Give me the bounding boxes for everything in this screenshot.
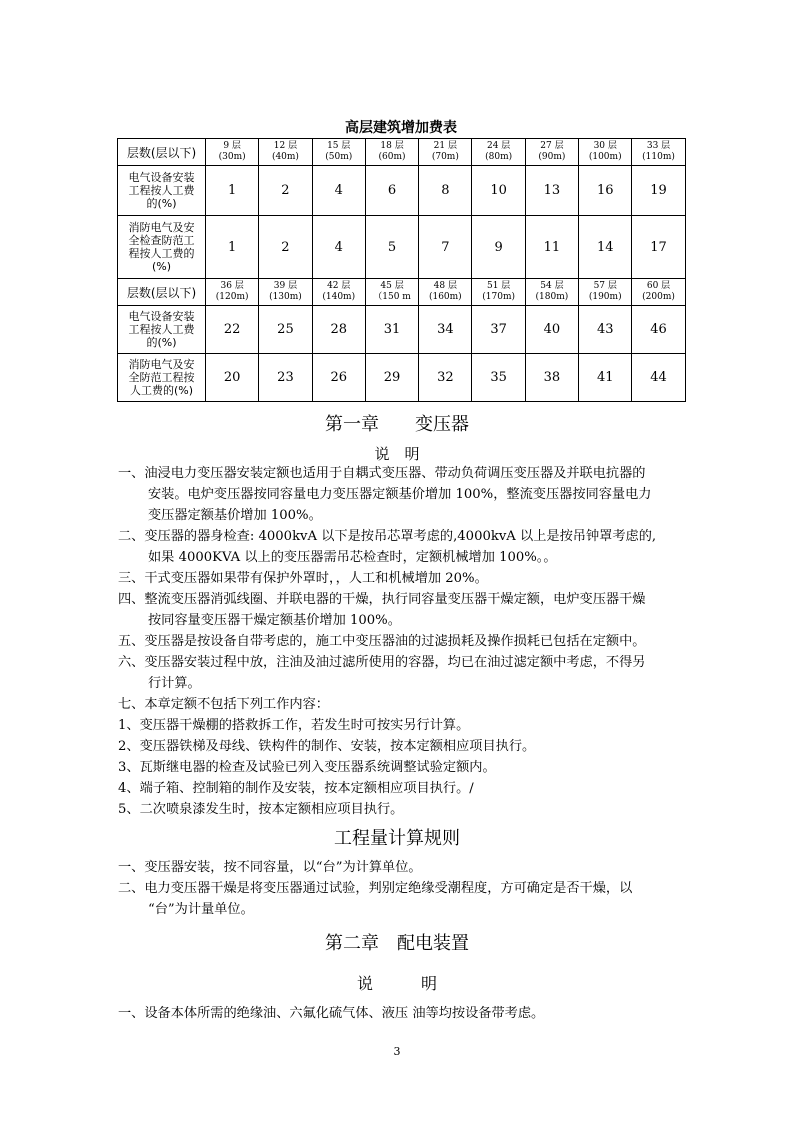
- row-label-fire-security: 消防电气及安 全检查防范工 程按人工费的 (%): [118, 216, 206, 279]
- value-cell: 2: [259, 216, 312, 279]
- table-row-electrical-top: [118, 166, 686, 216]
- value-cell: 14: [579, 216, 632, 279]
- value-cell: 7: [419, 216, 472, 279]
- note-line: 五、变压器是按设备自带考虑的，施工中变压器油的过滤损耗及操作损耗已包括在定额中。: [118, 634, 646, 649]
- row-label-levels: 层数(层以下): [118, 279, 206, 306]
- value-cell: 38: [525, 354, 578, 402]
- value-cell: 40: [525, 306, 578, 354]
- note-line: 四、整流变压器消弧线圈、并联电器的干燥，执行同容量变压器干燥定额，电炉变压器干燥: [118, 592, 646, 607]
- level-cell: 45 层 （150 m: [365, 279, 418, 306]
- row-label-electrical: 电气设备安装 工程按人工费 的(%): [118, 306, 206, 354]
- level-cell: 54 层 (180m): [525, 279, 578, 306]
- note-line: 4、端子箱、控制箱的制作及安装，按本定额相应项目执行。/: [118, 781, 474, 796]
- level-cell: 9 层 (30m): [206, 139, 259, 166]
- table-row-levels-top: [118, 139, 686, 166]
- level-cell: 39 层 (130m): [259, 279, 312, 306]
- value-cell: 32: [419, 354, 472, 402]
- note-line: 2、变压器铁梯及母线、铁构件的制作、安装，按本定额相应项目执行。: [118, 739, 536, 754]
- level-cell: 27 层 (90m): [525, 139, 578, 166]
- level-cell: 51 层 (170m): [472, 279, 525, 306]
- level-cell: 12 层 (40m): [259, 139, 312, 166]
- note-line: 六、变压器安装过程中放，注油及油过滤所使用的容器，均已在油过滤定额中考虑，不得另: [118, 655, 646, 670]
- note-line: 5、二次喷泉漆发生时，按本定额相应项目执行。: [118, 802, 404, 817]
- note-line: 二、变压器的器身检查: 4000kvA 以下是按吊芯罩考虑的,4000kvA 以上是按吊钟罩考虑的,: [118, 529, 657, 544]
- note-line: 3、瓦斯继电器的检查及试验已列入变压器系统调整试验定额内。: [118, 760, 496, 775]
- calculation-rules-heading: 工程量计算规则: [334, 828, 460, 849]
- value-cell: 8: [419, 166, 472, 216]
- level-cell: 21 层 (70m): [419, 139, 472, 166]
- value-cell: 25: [259, 306, 312, 354]
- value-cell: 13: [525, 166, 578, 216]
- value-cell: 5: [365, 216, 418, 279]
- value-cell: 9: [472, 216, 525, 279]
- value-cell: 10: [472, 166, 525, 216]
- value-cell: 46: [632, 306, 685, 354]
- note-line: 一、设备本体所需的绝缘油、六氟化硫气体、液压 油等均按设备带考虑。: [118, 1006, 545, 1021]
- value-cell: 34: [419, 306, 472, 354]
- value-cell: 35: [472, 354, 525, 402]
- value-cell: 19: [632, 166, 685, 216]
- note-line: 1、变压器干燥棚的搭救拆工作，若发生时可按实另行计算。: [118, 718, 470, 733]
- level-cell: 57 层 (190m): [579, 279, 632, 306]
- value-cell: 17: [632, 216, 685, 279]
- value-cell: 2: [259, 166, 312, 216]
- rule-line: 一、变压器安装，按不同容量，以“台”为计算单位。: [118, 860, 422, 875]
- value-cell: 37: [472, 306, 525, 354]
- value-cell: 1: [206, 216, 259, 279]
- level-cell: 15 层 (50m): [312, 139, 365, 166]
- chapter2-title: 第二章 配电装置: [325, 933, 469, 954]
- note-line: 一、油浸电力变压器安装定额也适用于自耦式变压器、带动负荷调压变压器及并联电抗器的: [118, 466, 646, 481]
- value-cell: 43: [579, 306, 632, 354]
- value-cell: 4: [312, 216, 365, 279]
- value-cell: 23: [259, 354, 312, 402]
- level-cell: 36 层 (120m): [206, 279, 259, 306]
- rule-line: “台”为计量单位。: [148, 902, 254, 917]
- chapter1-notes: [118, 463, 684, 820]
- level-cell: 33 层 (110m): [632, 139, 685, 166]
- value-cell: 22: [206, 306, 259, 354]
- level-cell: 42 层 (140m): [312, 279, 365, 306]
- value-cell: 16: [579, 166, 632, 216]
- note-line: 七、本章定额不包括下列工作内容：: [118, 697, 329, 712]
- value-cell: 29: [365, 354, 418, 402]
- table-row-fire-top: [118, 216, 686, 279]
- level-cell: 60 层 (200m): [632, 279, 685, 306]
- value-cell: 31: [365, 306, 418, 354]
- note-line: 如果 4000KVA 以上的变压器需吊芯检查时，定额机械增加 100%。。: [148, 550, 557, 565]
- chapter2-notes-heading: 说 明: [356, 974, 437, 993]
- table-row-electrical-bottom: [118, 306, 686, 354]
- chapter1-title: 第一章 变压器: [325, 414, 469, 435]
- page-number: 3: [393, 1045, 401, 1058]
- calculation-rules: [118, 857, 684, 920]
- note-line: 变压器定额基价增加 100%。: [148, 508, 322, 523]
- table-title: 高层建筑增加费表: [345, 120, 457, 136]
- level-cell: 30 层 (100m): [579, 139, 632, 166]
- note-line: 行计算。: [148, 676, 201, 691]
- value-cell: 11: [525, 216, 578, 279]
- value-cell: 26: [312, 354, 365, 402]
- chapter1-notes-heading: 说 明: [374, 445, 420, 463]
- row-label-levels: 层数(层以下): [118, 139, 206, 166]
- value-cell: 20: [206, 354, 259, 402]
- value-cell: 6: [365, 166, 418, 216]
- row-label-fire-security: 消防电气及安 全防范工程按 人工费的(%): [118, 354, 206, 402]
- rule-line: 二、电力变压器干燥是将变压器通过试验，判别定绝缘受潮程度，方可确定是否干燥，以: [118, 881, 633, 896]
- note-line: 安装。电炉变压器按同容量电力变压器定额基价增加 100%，整流变压器按同容量电力: [148, 487, 652, 502]
- chapter2-notes: [118, 1003, 684, 1024]
- note-line: 按同容量变压器干燥定额基价增加 100%。: [148, 613, 401, 628]
- value-cell: 1: [206, 166, 259, 216]
- level-cell: 48 层 (160m): [419, 279, 472, 306]
- value-cell: 4: [312, 166, 365, 216]
- level-cell: 18 层 (60m): [365, 139, 418, 166]
- row-label-electrical: 电气设备安装 工程按人工费 的(%): [118, 166, 206, 216]
- high-rise-fee-table: [117, 138, 686, 402]
- value-cell: 44: [632, 354, 685, 402]
- value-cell: 41: [579, 354, 632, 402]
- level-cell: 24 层 (80m): [472, 139, 525, 166]
- table-row-fire-bottom: [118, 354, 686, 402]
- table-row-levels-bottom: [118, 279, 686, 306]
- note-line: 三、干式变压器如果带有保护外罩时，，人工和机械增加 20%。: [118, 571, 488, 586]
- value-cell: 28: [312, 306, 365, 354]
